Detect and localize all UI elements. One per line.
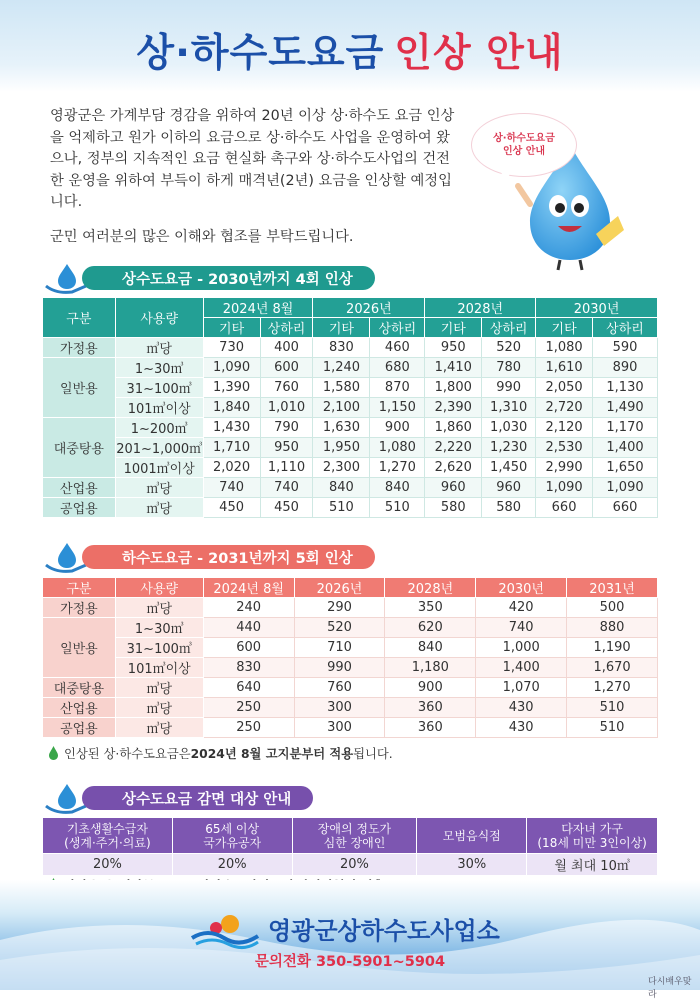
rate-cell: 1,150: [370, 398, 425, 418]
rate-cell: 840: [385, 638, 476, 658]
sewer-section-heading: [42, 541, 402, 573]
rate-cell: 600: [203, 638, 294, 658]
water-year-2: 2028년: [425, 298, 536, 318]
discount-value: 20%: [292, 854, 417, 876]
rate-cell: 1,410: [425, 358, 482, 378]
sewer-year-1: 2026년: [294, 578, 385, 598]
rate-cell: 640: [203, 678, 294, 698]
rate-cell: 710: [294, 638, 385, 658]
category-public: 공업용: [43, 498, 116, 518]
page-title: [0, 22, 700, 78]
table-row: [43, 398, 658, 418]
rate-cell: 1,080: [370, 438, 425, 458]
rate-cell: 2,020: [203, 458, 260, 478]
org-name: 영광군상하수도사업소: [268, 916, 500, 945]
water-year-0: 2024년 8월: [203, 298, 313, 318]
discount-header-2: 장애의 정도가 심한 장애인: [292, 818, 417, 854]
usage-cell: 1~30㎥: [115, 618, 203, 638]
usage-cell: 1~30㎥: [115, 358, 203, 378]
table-row: [43, 678, 658, 698]
rate-cell: 890: [593, 358, 658, 378]
rate-cell: 430: [476, 718, 567, 738]
table-row: [43, 458, 658, 478]
table-row: [43, 598, 658, 618]
water-heading-label: 상수도요금 - 2030년까지 4회 인상: [82, 266, 375, 290]
rate-cell: 2,220: [425, 438, 482, 458]
rate-cell: 510: [567, 698, 658, 718]
table-row: [43, 378, 658, 398]
rate-cell: 300: [294, 698, 385, 718]
speech-bubble: [472, 114, 576, 176]
sewer-col-usage: 사용량: [115, 578, 203, 598]
rate-cell: 660: [593, 498, 658, 518]
discount-value-row: [43, 854, 658, 876]
rate-cell: 1,170: [593, 418, 658, 438]
discount-value: 월 최대 10㎥: [527, 854, 658, 876]
usage-cell: 1~200㎥: [115, 418, 203, 438]
discount-value: 30%: [417, 854, 527, 876]
rate-cell: 580: [482, 498, 536, 518]
rate-cell: 1,650: [593, 458, 658, 478]
rate-cell: 960: [482, 478, 536, 498]
rate-cell: 950: [425, 338, 482, 358]
table-row: [43, 658, 658, 678]
rate-cell: 1,860: [425, 418, 482, 438]
rate-cell: 900: [385, 678, 476, 698]
discount-value: 20%: [172, 854, 292, 876]
rate-cell: 590: [593, 338, 658, 358]
rate-cell: 990: [482, 378, 536, 398]
water-sub-other: 기타: [313, 318, 370, 338]
bubble-tail: [498, 168, 514, 180]
rate-cell: 900: [370, 418, 425, 438]
table-row: [43, 478, 658, 498]
rate-cell: 250: [203, 698, 294, 718]
rate-cell: 760: [260, 378, 313, 398]
rate-cell: 730: [203, 338, 260, 358]
note-prefix: 인상된 상·하수도요금은: [64, 747, 191, 761]
discount-header-3: 모범음식점: [417, 818, 527, 854]
corner-text: 다시배우맞라: [648, 977, 692, 1000]
rate-cell: 440: [203, 618, 294, 638]
rate-cell: 450: [260, 498, 313, 518]
rate-cell: 840: [370, 478, 425, 498]
discount-table: [42, 817, 658, 876]
usage-cell: ㎥당: [115, 338, 203, 358]
rate-cell: 1,240: [313, 358, 370, 378]
table-row: [43, 438, 658, 458]
usage-cell: ㎥당: [115, 678, 203, 698]
rate-cell: 1,270: [370, 458, 425, 478]
water-sub-upper: 상하리: [370, 318, 425, 338]
rate-cell: 1,230: [482, 438, 536, 458]
rate-cell: 680: [370, 358, 425, 378]
rate-cell: 1,630: [313, 418, 370, 438]
rate-cell: 300: [294, 718, 385, 738]
rate-cell: 1,800: [425, 378, 482, 398]
usage-cell: ㎥당: [115, 698, 203, 718]
sewer-rate-table: [42, 577, 658, 738]
sewer-year-2: 2028년: [385, 578, 476, 598]
category-general: 일반용: [43, 358, 116, 418]
category-public: 공업용: [43, 718, 116, 738]
rate-cell: 740: [476, 618, 567, 638]
rate-cell: 960: [425, 478, 482, 498]
rate-cell: 2,300: [313, 458, 370, 478]
rate-cell: 1,490: [593, 398, 658, 418]
rate-cell: 290: [294, 598, 385, 618]
rate-cell: 1,310: [482, 398, 536, 418]
rate-cell: 620: [385, 618, 476, 638]
rate-cell: 360: [385, 698, 476, 718]
rate-cell: 500: [567, 598, 658, 618]
rate-cell: 760: [294, 678, 385, 698]
water-rate-table: [42, 297, 658, 518]
rate-cell: 2,620: [425, 458, 482, 478]
usage-cell: 1001㎥이상: [115, 458, 203, 478]
rate-cell: 950: [260, 438, 313, 458]
rate-cell: 2,050: [536, 378, 593, 398]
table-row: [43, 338, 658, 358]
rate-cell: 790: [260, 418, 313, 438]
intro-closing: 군민 여러분의 많은 이해와 협조를 부탁드립니다.: [50, 229, 354, 245]
usage-cell: 31~100㎥: [115, 638, 203, 658]
water-col-usage: 사용량: [115, 298, 203, 338]
usage-cell: ㎥당: [115, 498, 203, 518]
category-home: 가정용: [43, 598, 116, 618]
rate-cell: 2,390: [425, 398, 482, 418]
title-part1: 상·하수도요금: [136, 31, 385, 76]
category-bath: 대중탕용: [43, 678, 116, 698]
rate-cell: 1,840: [203, 398, 260, 418]
water-sub-upper: 상하리: [593, 318, 658, 338]
water-sub-other: 기타: [425, 318, 482, 338]
rate-cell: 1,950: [313, 438, 370, 458]
usage-cell: ㎥당: [115, 598, 203, 618]
rate-cell: 740: [260, 478, 313, 498]
rate-cell: 1,400: [593, 438, 658, 458]
sewer-note: [48, 744, 393, 762]
rate-cell: 2,990: [536, 458, 593, 478]
rate-cell: 1,090: [203, 358, 260, 378]
usage-cell: 201~1,000㎥: [115, 438, 203, 458]
water-sub-other: 기타: [536, 318, 593, 338]
rate-cell: 1,670: [567, 658, 658, 678]
rate-cell: 830: [203, 658, 294, 678]
contact-phone: 문의전화 350-5901~5904: [254, 954, 446, 970]
rate-cell: 360: [385, 718, 476, 738]
category-industry: 산업용: [43, 478, 116, 498]
table-row: [43, 698, 658, 718]
sewer-year-4: 2031년: [567, 578, 658, 598]
table-row: [43, 358, 658, 378]
rate-cell: 840: [313, 478, 370, 498]
usage-cell: ㎥당: [115, 478, 203, 498]
rate-cell: 600: [260, 358, 313, 378]
water-section-heading: [42, 262, 402, 294]
organization: [190, 908, 550, 948]
rate-cell: 2,120: [536, 418, 593, 438]
rate-cell: 990: [294, 658, 385, 678]
rate-cell: 2,720: [536, 398, 593, 418]
rate-cell: 400: [260, 338, 313, 358]
discount-header-0: 기초생활수급자 (생계·주거·의료): [43, 818, 173, 854]
category-bath: 대중탕용: [43, 418, 116, 478]
discount-header-4: 다자녀 가구 (18세 미만 3인이상): [527, 818, 658, 854]
rate-cell: 430: [476, 698, 567, 718]
rate-cell: 520: [294, 618, 385, 638]
rate-cell: 460: [370, 338, 425, 358]
discount-value: 20%: [43, 854, 173, 876]
rate-cell: 1,610: [536, 358, 593, 378]
rate-cell: 660: [536, 498, 593, 518]
title-part2: 인상 안내: [394, 31, 564, 76]
drop-icon: [48, 746, 59, 760]
category-home: 가정용: [43, 338, 116, 358]
rate-cell: 450: [203, 498, 260, 518]
usage-cell: 101㎥이상: [115, 398, 203, 418]
usage-cell: 31~100㎥: [115, 378, 203, 398]
rate-cell: 880: [567, 618, 658, 638]
rate-cell: 870: [370, 378, 425, 398]
rate-cell: 1,190: [567, 638, 658, 658]
rate-cell: 1,430: [203, 418, 260, 438]
rate-cell: 1,110: [260, 458, 313, 478]
rate-cell: 1,180: [385, 658, 476, 678]
rate-cell: 740: [203, 478, 260, 498]
rate-cell: 510: [567, 718, 658, 738]
rate-cell: 350: [385, 598, 476, 618]
rate-cell: 1,400: [476, 658, 567, 678]
water-year-1: 2026년: [313, 298, 425, 318]
rate-cell: 240: [203, 598, 294, 618]
intro-paragraph: 영광군은 가계부담 경감을 위하여 20년 이상 상·하수도 요금 인상을 억제하고 원가 이하의 요금으로 상·하수도 사업을 운영하여 왔으나, 정부의 지속적인 요금 현실화 촉구와 상·하수도사업의 건전한 운영을 위하여 부득이 하게 매격년(2년) 요금을 인상할 예정입니다.: [50, 108, 455, 210]
category-general: 일반용: [43, 618, 116, 678]
rate-cell: 830: [313, 338, 370, 358]
discount-heading-label: 상수도요금 감면 대상 안내: [82, 786, 313, 810]
rate-cell: 580: [425, 498, 482, 518]
org-logo-icon: [190, 910, 260, 946]
table-row: [43, 718, 658, 738]
rate-cell: 520: [482, 338, 536, 358]
sewer-year-3: 2030년: [476, 578, 567, 598]
bubble-line1: 상·하수도요금: [493, 133, 555, 144]
rate-cell: 2,530: [536, 438, 593, 458]
usage-cell: 101㎥이상: [115, 658, 203, 678]
rate-cell: 1,080: [536, 338, 593, 358]
note-suffix: 됩니다.: [353, 747, 393, 761]
table-row: [43, 618, 658, 638]
rate-cell: 1,390: [203, 378, 260, 398]
rate-cell: 510: [370, 498, 425, 518]
rate-cell: 2,100: [313, 398, 370, 418]
discount-header-1: 65세 이상 국가유공자: [172, 818, 292, 854]
table-row: [43, 418, 658, 438]
table-row: [43, 638, 658, 658]
sewer-heading-label: 하수도요금 - 2031년까지 5회 인상: [82, 545, 375, 569]
water-sub-upper: 상하리: [482, 318, 536, 338]
rate-cell: 1,270: [567, 678, 658, 698]
rate-cell: 1,580: [313, 378, 370, 398]
rate-cell: 1,130: [593, 378, 658, 398]
rate-cell: 250: [203, 718, 294, 738]
sewer-year-0: 2024년 8월: [203, 578, 294, 598]
rate-cell: 420: [476, 598, 567, 618]
rate-cell: 1,010: [260, 398, 313, 418]
rate-cell: 780: [482, 358, 536, 378]
note-bold: 2024년 8월 고지분부터 적용: [190, 747, 354, 761]
rate-cell: 1,070: [476, 678, 567, 698]
rate-cell: 1,090: [593, 478, 658, 498]
rate-cell: 1,030: [482, 418, 536, 438]
rate-cell: 1,450: [482, 458, 536, 478]
sewer-col-category: 구분: [43, 578, 116, 598]
rate-cell: 1,000: [476, 638, 567, 658]
table-row: [43, 498, 658, 518]
usage-cell: ㎥당: [115, 718, 203, 738]
water-sub-other: 기타: [203, 318, 260, 338]
discount-header-row: [43, 818, 658, 854]
water-col-category: 구분: [43, 298, 116, 338]
rate-cell: 1,710: [203, 438, 260, 458]
bubble-line2: 인상 안내: [502, 146, 546, 157]
water-sub-upper: 상하리: [260, 318, 313, 338]
category-industry: 산업용: [43, 698, 116, 718]
water-year-3: 2030년: [536, 298, 658, 318]
discount-section-heading: [42, 782, 362, 814]
rate-cell: 1,090: [536, 478, 593, 498]
rate-cell: 510: [313, 498, 370, 518]
